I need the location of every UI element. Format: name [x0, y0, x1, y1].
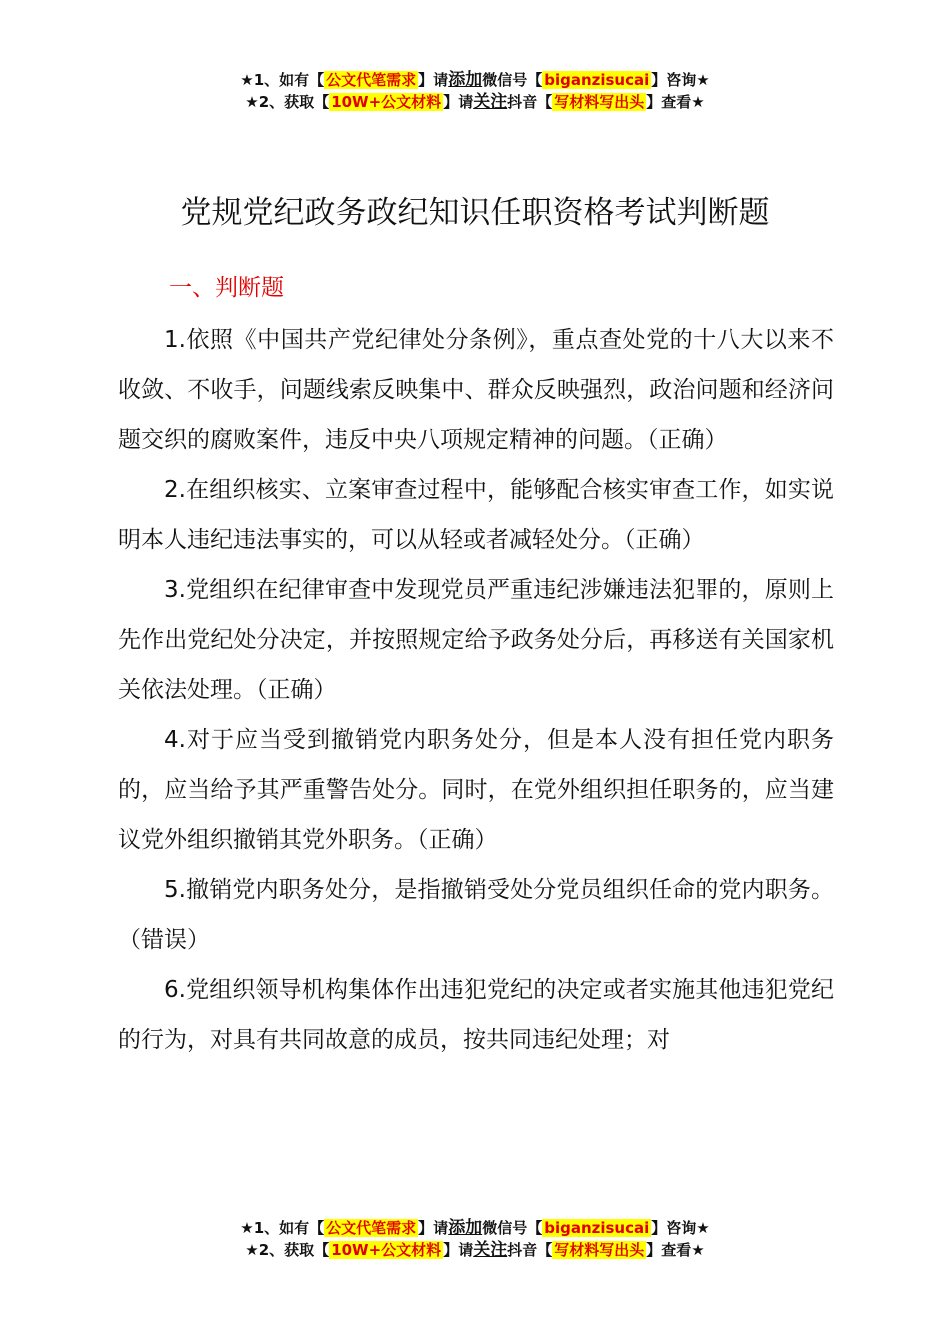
banner-line-1: ★1、如有【 公文代笔需求 】请添加微信号【 biganzisucai 】咨询★: [240, 70, 710, 90]
question-item-3: 3.党组织在纪律审查中发现党员严重违纪涉嫌违法犯罪的，原则上先作出党纪处分决定，并按照规定给予政务处分后，再移送有关国家机关依法处理。（正确）: [118, 577, 834, 703]
section-heading: 一、判断题: [169, 275, 284, 301]
footer-highlight-materials: 10W+公文材料: [331, 1241, 442, 1259]
underline-add: 添加: [448, 70, 483, 90]
question-item-1: 1.依照《中国共产党纪律处分条例》，重点查处党的十八大以来不收敛、不收手，问题线索反映集中、群众反映强烈，政治问题和经济问题交织的腐败案件，违反中央八项规定精神的问题。（正确）: [118, 327, 834, 453]
footer-line-2: ★2、获取【 10W+公文材料 】请关注抖音【 写材料写出头 】查看★: [245, 1240, 705, 1260]
document-title: 党规党纪政务政纪知识任职资格考试判断题: [180, 195, 770, 231]
question-item-5: 5.撤销党内职务处分，是指撤销受处分党员组织任命的党内职务。（错误）: [118, 877, 834, 953]
footer-highlight-service: 公文代笔需求: [326, 1219, 417, 1237]
footer-line-1: ★1、如有【 公文代笔需求 】请添加微信号【 biganzisucai 】咨询★: [240, 1218, 710, 1238]
question-item-4: 4.对于应当受到撤销党内职务处分，但是本人没有担任党内职务的，应当给予其严重警告处分。同时，在党外组织担任职务的，应当建议党外组织撤销其党外职务。（正确）: [118, 727, 834, 853]
question-list: [118, 315, 834, 1065]
question-item-2: 2.在组织核实、立案审查过程中，能够配合核实审查工作，如实说明本人违纪违法事实的，可以从轻或者减轻处分。（正确）: [118, 477, 834, 553]
highlight-service: 公文代笔需求: [326, 71, 417, 89]
footer-highlight-douyin: 写材料写出头: [554, 1241, 645, 1259]
highlight-wechat-id: biganzisucai: [544, 71, 650, 89]
footer-highlight-wechat-id: biganzisucai: [544, 1219, 650, 1237]
footer-underline-add: 添加: [448, 1218, 483, 1238]
highlight-materials: 10W+公文材料: [331, 93, 442, 111]
footer-banner: [0, 1217, 950, 1261]
question-item-6: 6.党组织领导机构集体作出违犯党纪的决定或者实施其他违犯党纪的行为，对具有共同故意的成员，按共同违纪处理；对: [118, 977, 834, 1053]
header-banner: [0, 69, 950, 113]
footer-underline-follow: 关注: [473, 1240, 508, 1260]
underline-follow: 关注: [473, 92, 508, 112]
banner-line-2: ★2、获取【 10W+公文材料 】请关注抖音【 写材料写出头 】查看★: [245, 92, 705, 112]
highlight-douyin: 写材料写出头: [554, 93, 645, 111]
